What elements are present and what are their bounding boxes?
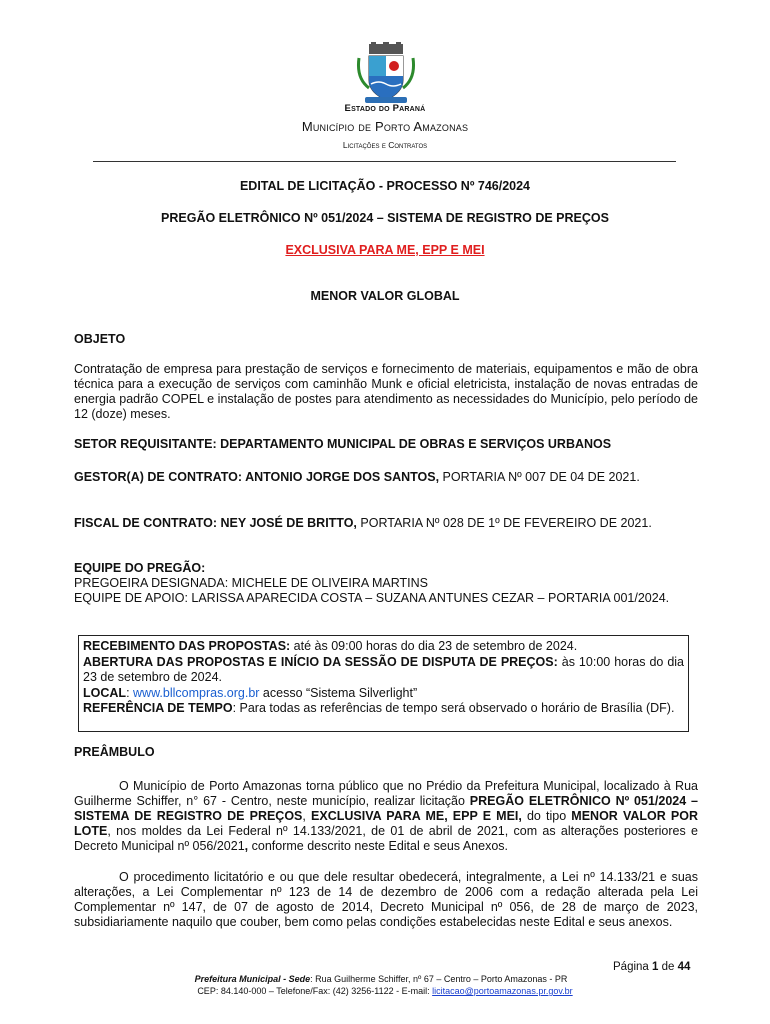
fiscal-contrato bbox=[74, 516, 698, 531]
footer-email-link[interactable]: licitacao@portoamazonas.pr.gov.br bbox=[432, 986, 573, 996]
header-divider bbox=[93, 161, 676, 162]
footer-sede-text: : Rua Guilherme Schiffer, nº 67 – Centro – Porto Amazonas - PR bbox=[310, 974, 568, 984]
p1-tipo: do tipo bbox=[521, 809, 572, 823]
state-name: Estado do Paraná bbox=[344, 103, 426, 114]
abertura-line bbox=[83, 655, 684, 686]
gestor-contrato bbox=[74, 470, 698, 485]
apoio-line: EQUIPE DE APOIO: LARISSA APARECIDA COSTA – SUZANA ANTUNES CEZAR – PORTARIA 001/2024. bbox=[74, 591, 670, 605]
recebimento-text: até às 09:00 horas do dia 23 de setembro de 2024. bbox=[290, 639, 578, 653]
schedule-box bbox=[78, 635, 689, 732]
edital-title: EDITAL DE LICITAÇÃO - PROCESSO Nº 746/2024 bbox=[239, 179, 531, 193]
page-prefix: Página bbox=[613, 961, 653, 973]
preambulo-paragraph-2: O procedimento licitatório e ou que dele resultar obedecerá, integralmente, a Lei nº 14.133/21 e suas alterações, a Lei Complementar nº 123 de 14 de dezembro de 2006 com a redação alterada pela Lei Complementar nº 147, de 07 de agosto de 2014, Decreto Municipal nº 056, de 28 de março de 2023, subsidiariamente naquilo que couber, bem como pelas condições estabelecidas neste Edital e seus anexos. bbox=[74, 870, 698, 929]
recebimento-label: RECEBIMENTO DAS PROPOSTAS: bbox=[83, 639, 291, 653]
referencia-label: REFERÊNCIA DE TEMPO bbox=[83, 701, 233, 715]
objeto-heading: OBJETO bbox=[74, 332, 126, 346]
p1-text-g: , nos moldes da Lei Federal nº 14.133/2021, de 01 de abril de 2021, com as alterações posteriores e Decreto Municipal nº 056/2021 bbox=[74, 824, 698, 853]
department-name: Licitações e Contratos bbox=[342, 140, 428, 150]
local-colon: : bbox=[126, 685, 134, 700]
abertura-label: ABERTURA DAS PROPOSTAS E INÍCIO DA SESSÃO DE DISPUTA DE PREÇOS: bbox=[83, 654, 558, 669]
p1-menor-valor: MENOR VALOR POR LOTE bbox=[74, 809, 698, 838]
footer-sede-label: Prefeitura Municipal - Sede bbox=[194, 974, 311, 984]
gestor-label: GESTOR(A) DE CONTRATO: ANTONIO JORGE DOS SANTOS, bbox=[74, 470, 440, 484]
local-label: LOCAL bbox=[83, 685, 127, 700]
municipal-crest-icon bbox=[355, 42, 417, 106]
page-of: de bbox=[658, 961, 678, 973]
p1-text-a: O Município de Porto Amazonas torna público que no Prédio da Prefeitura Municipal, localizado à Rua Guilherme Schiffer, n° 67 - Centro, neste município, realizar licitação bbox=[74, 779, 698, 808]
page-number bbox=[613, 961, 690, 973]
gestor-portaria: PORTARIA Nº 007 DE 04 DE 2021. bbox=[439, 470, 640, 484]
footer-contact bbox=[0, 986, 770, 996]
fiscal-label: FISCAL DE CONTRATO: NEY JOSÉ DE BRITTO, bbox=[74, 516, 357, 530]
p1-pregao: PREGÃO ELETRÔNICO Nº 051/2024 – SISTEMA DE REGISTRO DE PREÇOS bbox=[74, 794, 698, 823]
footer-address bbox=[0, 974, 770, 984]
page-total: 44 bbox=[677, 961, 691, 973]
equipe-heading: EQUIPE DO PREGÃO: bbox=[74, 561, 206, 575]
page-current: 1 bbox=[652, 961, 659, 973]
local-line bbox=[83, 686, 684, 702]
setor-requisitante: SETOR REQUISITANTE: DEPARTAMENTO MUNICIPAL DE OBRAS E SERVIÇOS URBANOS bbox=[74, 437, 612, 451]
referencia-line bbox=[83, 701, 684, 717]
municipality-name: Município de Porto Amazonas bbox=[301, 119, 469, 134]
footer-contact-text: CEP: 84.140-000 – Telefone/Fax: (42) 3256-1122 - E-mail: bbox=[197, 986, 433, 996]
criteria-title: MENOR VALOR GLOBAL bbox=[310, 289, 460, 303]
p1-sep: , bbox=[302, 809, 312, 823]
bll-link[interactable]: www.bllcompras.org.br bbox=[133, 685, 260, 700]
exclusive-notice: EXCLUSIVA PARA ME, EPP E MEI bbox=[285, 243, 485, 257]
p1-text-i: conforme descrito neste Edital e seus Anexos. bbox=[248, 839, 509, 853]
preambulo-paragraph-1 bbox=[74, 779, 698, 854]
abertura-text: às 10:00 horas do dia 23 de setembro de 2024. bbox=[83, 654, 685, 684]
preambulo-heading: PREÂMBULO bbox=[74, 745, 155, 759]
p1-exclusive: EXCLUSIVA PARA ME, EPP E MEI, bbox=[311, 809, 522, 823]
fiscal-portaria: PORTARIA Nº 028 DE 1º DE FEVEREIRO DE 2021. bbox=[356, 516, 652, 530]
referencia-text: : Para todas as referências de tempo será observado o horário de Brasília (DF). bbox=[232, 701, 675, 715]
objeto-text: Contratação de empresa para prestação de serviços e fornecimento de materiais, equipamentos e mão de obra técnica para a execução de serviços com caminhão Munk e oficial eletricista, instalação de novas entradas de energia padrão COPEL e instalação de postes para atendimento as necessidades do Município, pelo período de 12 (doze) meses. bbox=[74, 362, 698, 421]
pregao-title: PREGÃO ELETRÔNICO Nº 051/2024 – SISTEMA DE REGISTRO DE PREÇOS bbox=[161, 211, 609, 225]
pregoeira-line: PREGOEIRA DESIGNADA: MICHELE DE OLIVEIRA MARTINS bbox=[74, 576, 429, 590]
local-text: acesso “Sistema Silverlight” bbox=[259, 685, 418, 700]
p1-comma: , bbox=[244, 839, 249, 853]
recebimento-line bbox=[83, 639, 684, 655]
